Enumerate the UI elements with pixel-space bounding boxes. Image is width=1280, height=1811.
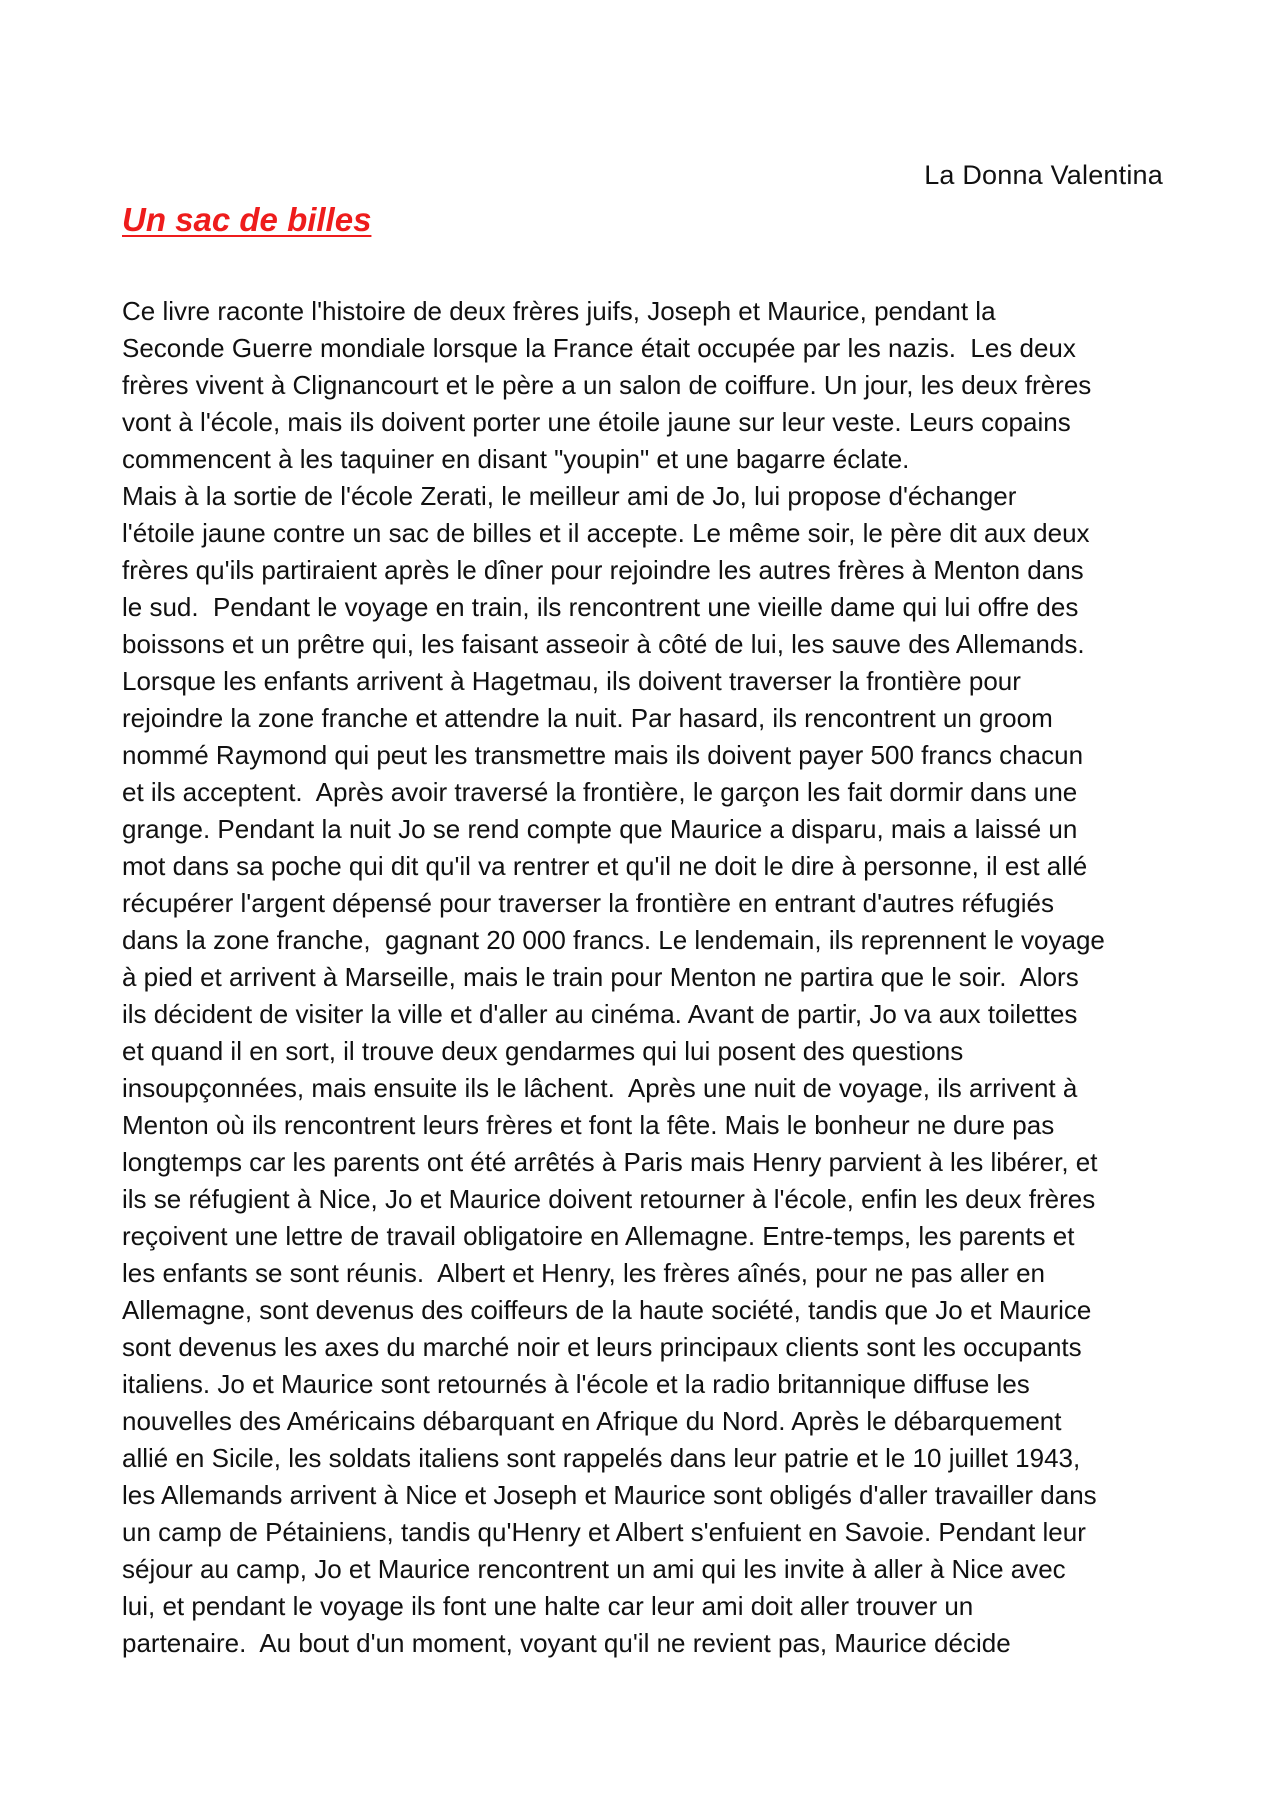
paragraph-line: Allemagne, sont devenus des coiffeurs de la haute société, tandis que Jo et Maurice <box>122 1295 1092 1325</box>
paragraph-line: partenaire. Au bout d'un moment, voyant qu'il ne revient pas, Maurice décide <box>122 1628 1011 1658</box>
paragraph-line: et quand il en sort, il trouve deux gendarmes qui lui posent des questions <box>122 1036 964 1066</box>
paragraph-line: sont devenus les axes du marché noir et leurs principaux clients sont les occupants <box>122 1332 1082 1362</box>
paragraph-line: l'étoile jaune contre un sac de billes et il accepte. Le même soir, le père dit aux deux <box>122 518 1090 548</box>
paragraph-line: dans la zone franche, gagnant 20 000 francs. Le lendemain, ils reprennent le voyage <box>122 925 1105 955</box>
paragraph-line: ils décident de visiter la ville et d'aller au cinéma. Avant de partir, Jo va aux toilettes <box>122 999 1078 1029</box>
paragraph-line: insoupçonnées, mais ensuite ils le lâchent. Après une nuit de voyage, ils arrivent à <box>122 1073 1078 1103</box>
paragraph-line: reçoivent une lettre de travail obligatoire en Allemagne. Entre-temps, les parents et <box>122 1221 1075 1251</box>
paragraph-line: Ce livre raconte l'histoire de deux frères juifs, Joseph et Maurice, pendant la <box>122 296 996 326</box>
paragraph-line: Menton où ils rencontrent leurs frères et font la fête. Mais le bonheur ne dure pas <box>122 1110 1055 1140</box>
paragraph-line: à pied et arrivent à Marseille, mais le train pour Menton ne partira que le soir. Alors <box>122 962 1079 992</box>
paragraph-line: le sud. Pendant le voyage en train, ils rencontrent une vieille dame qui lui offre des <box>122 592 1079 622</box>
paragraph-line: allié en Sicile, les soldats italiens sont rappelés dans leur patrie et le 10 juillet 1943, <box>122 1443 1081 1473</box>
paragraph-line: ils se réfugient à Nice, Jo et Maurice doivent retourner à l'école, enfin les deux frères <box>122 1184 1096 1214</box>
paragraph-line: Seconde Guerre mondiale lorsque la France était occupée par les nazis. Les deux <box>122 333 1076 363</box>
paragraph-line: mot dans sa poche qui dit qu'il va rentrer et qu'il ne doit le dire à personne, il est allé <box>122 851 1088 881</box>
paragraph-line: commencent à les taquiner en disant "youpin" et une bagarre éclate. <box>122 444 910 474</box>
paragraph-line: boissons et un prêtre qui, les faisant asseoir à côté de lui, les sauve des Allemands. <box>122 629 1085 659</box>
paragraph-line: Lorsque les enfants arrivent à Hagetmau, ils doivent traverser la frontière pour <box>122 666 1021 696</box>
paragraph-line: les Allemands arrivent à Nice et Joseph et Maurice sont obligés d'aller travailler dans <box>122 1480 1097 1510</box>
paragraph-line: un camp de Pétainiens, tandis qu'Henry et Albert s'enfuient en Savoie. Pendant leur <box>122 1517 1086 1547</box>
paragraph-line: vont à l'école, mais ils doivent porter une étoile jaune sur leur veste. Leurs copains <box>122 407 1071 437</box>
paragraph-line: et ils acceptent. Après avoir traversé la frontière, le garçon les fait dormir dans une <box>122 777 1078 807</box>
paragraph-line: nommé Raymond qui peut les transmettre mais ils doivent payer 500 francs chacun <box>122 740 1084 770</box>
paragraph-line: italiens. Jo et Maurice sont retournés à l'école et la radio britannique diffuse les <box>122 1369 1030 1399</box>
paragraph-line: rejoindre la zone franche et attendre la nuit. Par hasard, ils rencontrent un groom <box>122 703 1053 733</box>
paragraph-line: lui, et pendant le voyage ils font une halte car leur ami doit aller trouver un <box>122 1591 974 1621</box>
paragraph-line: Mais à la sortie de l'école Zerati, le meilleur ami de Jo, lui propose d'échanger <box>122 481 1017 511</box>
paragraph-line: nouvelles des Américains débarquant en Afrique du Nord. Après le débarquement <box>122 1406 1062 1436</box>
paragraph-line: longtemps car les parents ont été arrêtés à Paris mais Henry parvient à les libérer, et <box>122 1147 1098 1177</box>
paragraph-line: grange. Pendant la nuit Jo se rend compte que Maurice a disparu, mais a laissé un <box>122 814 1078 844</box>
paragraph-line: frères vivent à Clignancourt et le père a un salon de coiffure. Un jour, les deux frères <box>122 370 1092 400</box>
body-text <box>122 293 1182 1662</box>
paragraph-line: récupérer l'argent dépensé pour traverser la frontière en entrant d'autres réfugiés <box>122 888 1055 918</box>
paragraph-line: les enfants se sont réunis. Albert et Henry, les frères aînés, pour ne pas aller en <box>122 1258 1046 1288</box>
paragraph-line: séjour au camp, Jo et Maurice rencontrent un ami qui les invite à aller à Nice avec <box>122 1554 1066 1584</box>
author-name: La Donna Valentina <box>924 160 1163 190</box>
paragraph-line: frères qu'ils partiraient après le dîner pour rejoindre les autres frères à Menton dans <box>122 555 1084 585</box>
document-title: Un sac de billes <box>122 201 372 238</box>
